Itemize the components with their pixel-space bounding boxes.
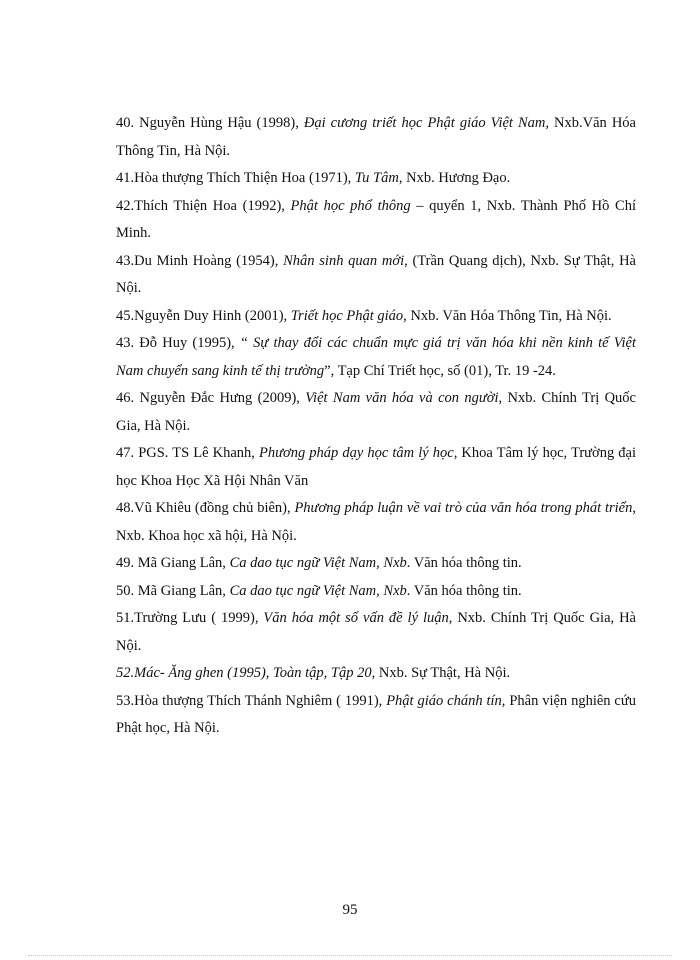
reference-text: 51.Trường Lưu ( 1999), (116, 610, 264, 626)
reference-entry (116, 385, 636, 440)
reference-text: – quyển 1, Nxb. Thành Phố Hồ Chí Minh. (116, 197, 636, 241)
reference-text: , Nxb. Văn Hóa Thông Tin, Hà Nội. (403, 307, 612, 324)
reference-title: 52.Mác- Ăng ghen (1995), Toàn tập, Tập 20 (116, 665, 372, 681)
reference-text: , (Trần Quang dịch), Nxb. Sự Thật, Hà Nội. (116, 252, 636, 296)
reference-text: 47. PGS. TS Lê Khanh, (116, 445, 259, 461)
reference-text: 43.Du Minh Hoàng (1954), (116, 252, 284, 269)
page-bottom-divider (28, 955, 672, 956)
reference-text: 50. Mã Giang Lân, (116, 582, 230, 599)
reference-title: “ Sự thay đổi các chuẩn mực giá trị văn hóa khi nền kinh tế Việt Nam chuyển sang kinh tế thị trường (116, 335, 636, 379)
reference-text: 45.Nguyễn Duy Hinh (2001), (116, 307, 291, 324)
reference-title: Ca dao tục ngữ Việt Nam, Nxb (229, 582, 407, 599)
reference-text: . Văn hóa thông tin. (406, 582, 522, 599)
reference-text: , Nxb. Chính Trị Quốc Gia, Hà Nội. (116, 610, 636, 654)
reference-text: , Nxb. Chính Trị Quốc Gia, Hà Nội. (116, 390, 636, 434)
reference-entry (116, 440, 636, 495)
reference-text: ”, Tạp Chí Triết học, số (01), Tr. 19 -24. (324, 362, 556, 379)
reference-text: . Văn hóa thông tin. (406, 555, 522, 571)
reference-entry (116, 660, 636, 688)
reference-text: 46. Nguyễn Đắc Hưng (2009), (116, 390, 306, 406)
reference-text: 42.Thích Thiện Hoa (1992), (116, 197, 291, 214)
reference-title: Nhân sinh quan mới (283, 252, 405, 269)
reference-entry (116, 550, 636, 578)
reference-title: Phật học phổ thông (290, 197, 411, 214)
reference-title: Đại cương triết học Phật giáo Việt Nam (303, 115, 546, 131)
reference-title: Văn hóa một số vấn đề lý luận (263, 610, 449, 626)
reference-entry (116, 248, 636, 303)
reference-title: Triết học Phật giáo (290, 307, 404, 324)
page-number: 95 (342, 902, 358, 918)
reference-text: 48.Vũ Khiêu (đồng chủ biên), (116, 500, 295, 516)
reference-text: 40. Nguyễn Hùng Hậu (1998), (116, 115, 304, 131)
reference-text: , Nxb. Khoa học xã hội, Hà Nội. (116, 500, 636, 544)
reference-text: 41.Hòa thượng Thích Thiện Hoa (1971), (116, 170, 355, 186)
reference-text: , Nxb. Hương Đạo. (398, 170, 511, 186)
reference-entry (116, 495, 636, 550)
reference-title: Phương pháp dạy học tâm lý học, (258, 445, 458, 461)
reference-text: 53.Hòa thượng Thích Thánh Nghiêm ( 1991), (116, 692, 387, 709)
reference-title: Phật giáo chánh tín (386, 692, 502, 709)
reference-entry (116, 165, 636, 193)
reference-text: 43. Đỗ Huy (1995), (116, 335, 240, 351)
reference-text: 49. Mã Giang Lân, (116, 555, 230, 571)
reference-entry (116, 193, 636, 248)
reference-list (116, 110, 636, 743)
reference-text: , Nxb. Sự Thật, Hà Nội. (371, 665, 511, 681)
reference-text: , Phân viện nghiên cứu Phật học, Hà Nội. (116, 692, 636, 736)
reference-title: Ca dao tục ngữ Việt Nam, Nxb (229, 555, 407, 571)
reference-entry (116, 605, 636, 660)
reference-entry (116, 303, 636, 331)
reference-entry (116, 110, 636, 165)
reference-text: Khoa Tâm lý học, Trường đại học Khoa Học Xã Hội Nhân Văn (116, 445, 636, 489)
reference-entry (116, 330, 636, 385)
reference-title: Tu Tâm (354, 170, 399, 186)
reference-title: Việt Nam văn hóa và con người (305, 390, 499, 406)
reference-entry (116, 578, 636, 606)
reference-title: Phương pháp luận về vai trò của văn hóa trong phát triển (294, 500, 633, 516)
reference-entry (116, 688, 636, 743)
reference-text: , Nxb.Văn Hóa Thông Tin, Hà Nội. (116, 115, 636, 159)
